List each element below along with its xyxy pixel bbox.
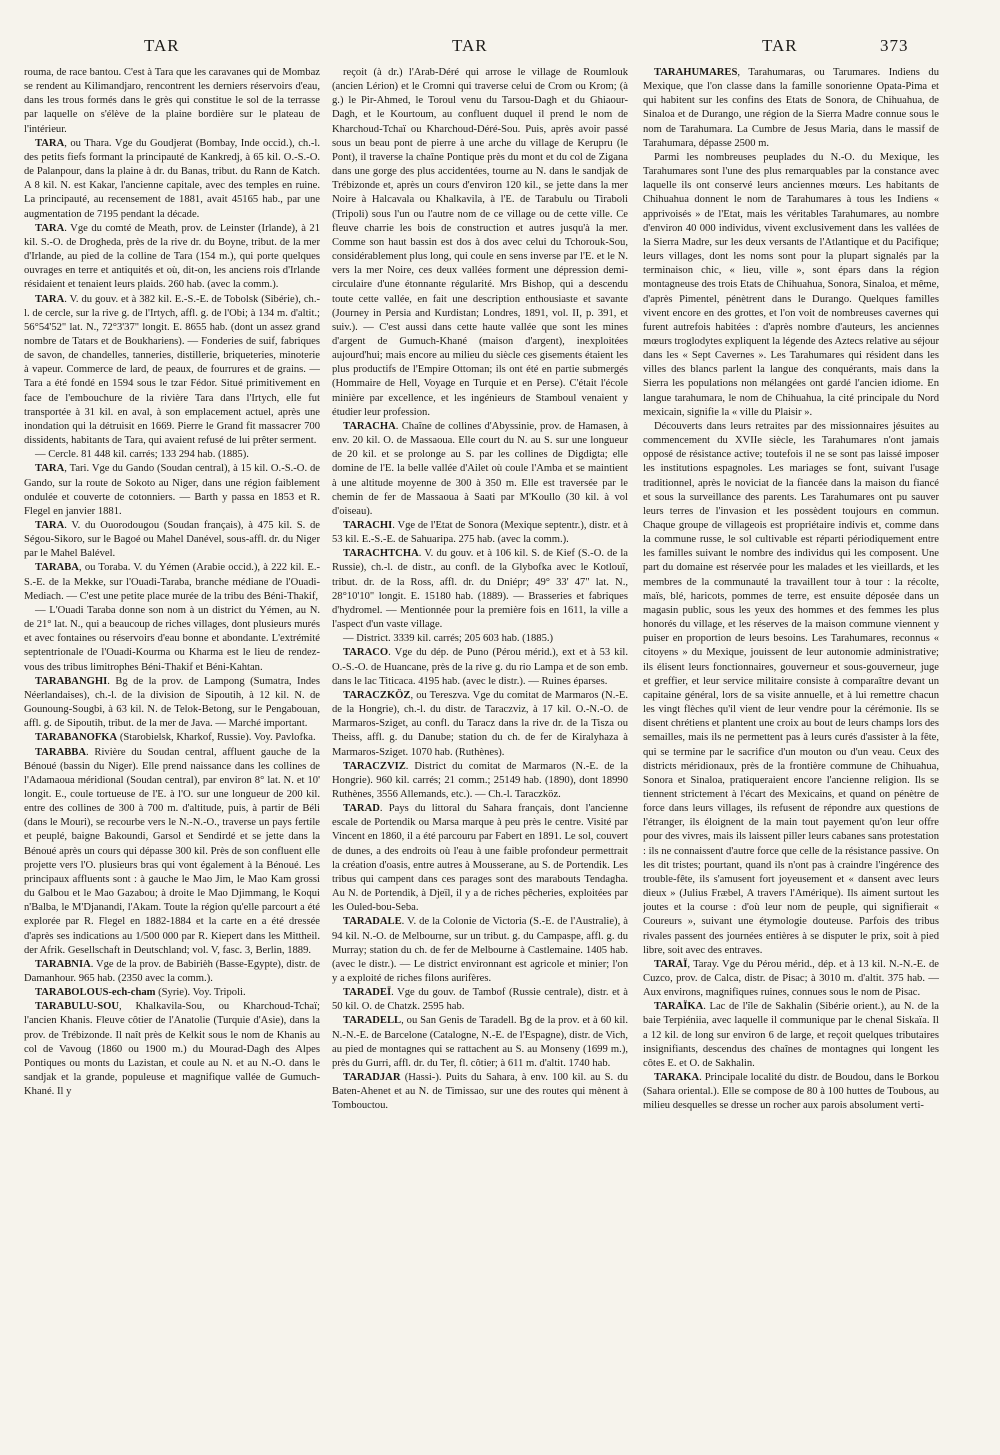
dictionary-entry bbox=[24, 675, 320, 732]
entry-headword: TARAKA bbox=[654, 1072, 700, 1084]
entry-headword: TARA bbox=[35, 463, 65, 475]
entry-text: (Syrie). Voy. Tripoli. bbox=[155, 987, 246, 999]
entry-continuation bbox=[24, 448, 320, 462]
entry-headword: TARADJAR bbox=[343, 1072, 401, 1084]
entry-headword: TARA bbox=[35, 137, 65, 149]
header-left-guideword: TAR bbox=[144, 36, 180, 55]
entry-text: rouma, de race bantou. C'est à Tara que les caravanes qui de Mombaz se rendent au Kilimandjaro, rencontrent les derniers réservoirs d'eau, dans les trous formés dans le grès qui constitue le sol de la terrasse par laquelle on s'élève de la plaine bordière sur le plateau de l'intérieur. bbox=[24, 67, 320, 135]
text-column-1 bbox=[24, 66, 320, 1356]
entry-text: , ou Thara. Vge du Goudjerat (Bombay, Inde occid.), ch.-l. des petits fiefs formant la principauté de Kankredj, à 65 kil. O.-S.-O. de Palanpour, dans la plaine à dr. du Banas, tribut. du Rann de Katch. A 8 kil. N. est Kakar, l'ancienne capitale, avec des temples en ruine. La principauté, au recensement de 1881, avait 45165 hab., par une augmentation de 7195 pendant la décade. bbox=[24, 137, 320, 220]
dictionary-entry bbox=[332, 802, 628, 915]
entry-text: . Bg de la prov. de Lampong (Sumatra, Indes Néerlandaises), ch.-l. de la division de Sipoutih, à 12 kil. N. de Gounoung-Sougbi, à 63 kil. N. de Telok-Betong, sur le Pengabouan, affl. g. de Sipoutih, tribut. de la mer de Java. — Marché important. bbox=[24, 675, 320, 730]
entry-text: . V. du gouv. et à 382 kil. E.-S.-E. de Tobolsk (Sibérie), ch.-l. de cercle, sur la rive g. de l'Irtych, affl. g. de l'Obi; à 134 m. d'altit.; 56°54'52" lat. N., 72°3'37" longit. E. 8655 hab. (dont un assez grand nombre de Tatars et de Boukhariens). — Fonderies de suif, fabriques de savon, de chandelles, tanneries, distillerie, briqueteries, minoterie à vapeur. Commerce de lard, de peaux, de fourrures et de grains. — Tara a été fondé en 1594 sous le tzar Fédor. Situé primitivement en face de l'embouchure de la rivière Tara dans l'Irtych, elle fut transportée à 31 kil. en aval, à son emplacement actuel, après une inondation qui la détruisit en 1669. Pierre le Grand fit massacrer 700 dissidents, habitants de Tara, qui avaient refusé de lui prêter serment. bbox=[24, 293, 320, 447]
dictionary-entry bbox=[24, 1000, 320, 1099]
dictionary-entry bbox=[24, 462, 320, 519]
dictionary-entry bbox=[332, 986, 628, 1014]
entry-continuation bbox=[332, 632, 628, 646]
entry-text: , Tarahumaras, ou Tarumares. Indiens du Mexique, que l'on classe dans la famille sonorienne Opata-Pima et qui habitent sur les confins des Etats de Sonora, de Chihuahua, de Sinaloa et de Durango, une région de la Sierra Madre connue sous le nom de Tarahumara. La Cumbre de Jesus Maria, dans le massif de Tarahumara, dépasse 2500 m. bbox=[643, 67, 939, 149]
entry-text: . Chaîne de collines d'Abyssinie, prov. de Hamasen, à env. 20 kil. O. de Massaoua. Elle court du N. au S. sur une longueur de 20 kil. et se prolonge au S. par les collines de Digdigta; elle domine de l'E. la belle vallée d'Ailet où coule l'Amba et se maintient à une altitude moyenne de 300 à 350 m. Elle est traversée par le chemin de fer de Massaoua à Saati par M'Koullo (30 kil. à vol d'oiseau). bbox=[332, 420, 628, 517]
dictionary-entry bbox=[24, 746, 320, 958]
dictionary-entry bbox=[643, 66, 939, 151]
entry-continuation bbox=[643, 420, 939, 958]
entry-headword: TARA bbox=[35, 520, 65, 531]
dictionary-entry bbox=[332, 689, 628, 760]
entry-text: . V. de la Colonie de Victoria (S.-E. de l'Australie), à 94 kil. N.-O. de Melbourne, sur un tribut. g. du Campaspe, affl. g. du Murray; station du ch. de fer de Melbourne à Castlemaine. 1405 hab. (avec le distr.). — Le district environnant est agricole et minier; l'on y a exploité de riches filons aurifères. bbox=[332, 916, 628, 984]
entry-headword: TARABNIA bbox=[35, 958, 91, 970]
entry-text: . Rivière du Soudan central, affluent gauche de la Bénoué (bassin du Niger). Elle prend naissance dans les collines de l'Adamaoua méridional (Soudan central), par environ 8° lat. N. et 10' longit. E., coule tortueuse de l'E. à l'O. sur une longueur de 200 kil. entre des collines de 300 à 700 m. d'altitude, puis, à partir de Béli (dans le Mouri), se recourbe vers le N.-N.-O., traverse un pays fertile et peuplé, baigne Bakoundi, Garsol et Sendirdé et se jette dans la Bénoué après un cours qui dépasse 300 kil. Près de son confluent elle projette vers l'O. plusieurs bras qui vont également à la Bénoué. Les principaux affluents sont : à gauche le Mao Jim, le Mao Kam grossi du Galbou et le Mao Gazabou; à droite le Mao Djimmang, le Koqui n'Balba, le M'Djanandi, l'Akam. Toute la région qu'elle parcourt a été explorée par R. Flegel en 1882-1884 et la carte en a été dressée d'après ses indications au 1/500 000 par R. Kiepert dans les Mittheil. der Afrik. Gesellschaft in Deutschland; vol. V, fasc. 3, Berlin, 1889. bbox=[24, 746, 320, 956]
entry-text: . Pays du littoral du Sahara français, dont l'ancienne escale de Portendik ou Marsa marque à peu près le centre. Visité par Vincent en 1860, il a été parcouru par Fabert en 1891. Le sol, couvert de dunes, a des endroits où l'eau à une faible profondeur permettrait la création d'oasis, entre autres à Mousserane, au S. de Portendik. Les tribus qui campent dans ces parages sont des marabouts Tendagha. Au N. de Portendik, à Djeïl, il y a de riches pêcheries, exploitées par les Ouled-bou-Seba. bbox=[332, 803, 628, 914]
entry-text: — Cercle. 81 448 kil. carrés; 133 294 hab. (1885). bbox=[35, 449, 249, 461]
entry-headword: TARAÏ bbox=[654, 958, 688, 970]
entry-continuation bbox=[24, 604, 320, 675]
running-header bbox=[0, 36, 1000, 60]
entry-headword: TARACO bbox=[343, 647, 389, 659]
dictionary-entry bbox=[332, 519, 628, 547]
dictionary-entry bbox=[24, 561, 320, 603]
entry-text: . V. du gouv. et à 106 kil. S. de Kief (S.-O. de la Russie), ch.-l. de distr., au confl. de la Glybofka avec le Kotlouï, tribut. dr. de la Ross, affl. dr. du Dniépr; 49° 33' 47" lat. N., 28°10'10" longit. E. 15180 hab. (1889). — Brasseries et fabriques d'hydromel. — Mentionnée pour la première fois en 1611, la ville a l'aspect d'un vaste village. bbox=[332, 548, 628, 631]
entry-text: . Vge du dép. de Puno (Pérou mérid.), ext et à 53 kil. O.-S.-O. de Huancane, près de la rive g. du rio Lampa et de son emb. dans le lac Titicaca. 4195 hab. (avec le distr.). — Ruines éparses. bbox=[332, 647, 628, 687]
entry-text: . Vge du gouv. de Tambof (Russie centrale), distr. et à 50 kil. O. de Chatzk. 2595 hab. bbox=[332, 987, 628, 1013]
dictionary-entry bbox=[24, 293, 320, 449]
entry-text: (Starobielsk, Kharkof, Russie). Voy. Pavlofka. bbox=[117, 732, 316, 744]
entry-headword: TARAÏKA bbox=[654, 1001, 704, 1013]
entry-continuation bbox=[24, 66, 320, 137]
entry-headword: TARAHUMARES bbox=[654, 67, 738, 78]
entry-headword: TARACHI bbox=[343, 520, 393, 531]
dictionary-entry bbox=[332, 420, 628, 519]
entry-text: . Vge de l'Etat de Sonora (Mexique septentr.), distr. et à 53 kil. E.-S.-E. de Sahuaripa. 275 hab. (avec la comm.). bbox=[332, 520, 628, 546]
entry-headword: TARABOLOUS-ech-cham bbox=[35, 987, 156, 999]
dictionary-entry bbox=[24, 958, 320, 986]
entry-text: reçoit (à dr.) l'Arab-Déré qui arrose le village de Roumlouk (ancien Lérion) et le Cromni qui traverse celui de Crom ou Krom; (à g.) le Pir-Ahmed, le Toroul venu du Tarsou-Dagh et du Ghiaour-Dagh, et le Kourtoum, au confluent duquel il prend le nom de Kharchoud-Tchaï ou Kharchoud-Déré-Sou. Puis, après avoir passé sous un beau pont de pierre à une arche du village de Kerupru (le Pont), il traverse la chaîne Pontique près du mont et du col de Zigana dans une gorge des plus accidentées, tourne au N. dans le sandjak de Trébizonde et, après un cours d'environ 120 kil., se jette dans la mer Noire à Halcavala ou Khalkavila, à l'E. de Tarabulu ou Tiraboli (Tripoli) sous l'un ou l'autre nom de ce village ou de cette ville. Ce fleuve charrie les bois de construction et autres jusqu'à la mer. Comme son haut bassin est dos à dos avec celui du Tchorouk-Sou, considérablement plus long, qui coule en sens inverse par l'E. et le N. vers la mer Noire, ces deux vallées forment une dépression demi-circulaire d'une étonnante régularité. Mrs Bishop, qui a descendu toute cette vallée, en fait une description enthousiaste et savante (Journey in Persia and Kurdistan; Londres, 1891, vol. II, p. 391, et suiv.). — C'est aussi dans cette haute vallée que sont les mines d'argent de Gumuch-Khané (maison d'argent), inexploitées aujourd'hui; mais encore au milieu du siècle ces gisements étaient les plus productifs de l'Empire Ottoman; ils ont été en partie submergés (Hommaire de Hell, Voyage en Turquie et en Perse). C'était l'école minière par excellence, et les ingénieurs de Stamboul venaient y étudier leur profession. bbox=[332, 67, 628, 418]
dictionary-entry bbox=[24, 137, 320, 222]
entry-text: . Vge du comté de Meath, prov. de Leinster (Irlande), à 21 kil. S.-O. de Drogheda, près de la rive dr. du Boyne, tribut. de la mer d'Irlande, au pied de la colline de Tara (154 m.), qui porte quelques ouvrages en terre et antiquités et où, dit-on, les anciens rois d'Irlande résidaient et tenaient leurs plaids. 260 hab. (avec la comm.). bbox=[24, 222, 320, 291]
entry-headword: TARACZVIZ bbox=[343, 760, 406, 772]
dictionary-entry bbox=[643, 1000, 939, 1071]
entry-text: (Hassi-). Puits du Sahara, à env. 100 kil. au S. du Baten-Ahenet et au N. de Timissao, sur une des routes qui mènent à Tombouctou. bbox=[332, 1072, 628, 1112]
entry-text: , Tari. Vge du Gando (Soudan central), à 15 kil. O.-S.-O. de Gando, sur la route de Sokoto au Niger, dans une région faiblement ondulée et couverte de cotonniers. — Barth y passa en 1853 et R. Flegel en janvier 1881. bbox=[24, 463, 320, 517]
entry-text: , Khalkavila-Sou, ou Kharchoud-Tchaï; l'ancien Khanis. Fleuve côtier de l'Anatolie (Turquie d'Asie), dans la prov. de Trébizonde. Il naît près de Kelkit sous le nom de Khanis au col de Vavoug (1860 ou 1900 m.) du Mourad-Dagh des Alpes Pontiques ou monts du Lazistan, et coule au N. et au N.-O. dans le sandjak et la grande, populeuse et magnifique vallée de Gumuch-Khané. Il y bbox=[24, 1001, 320, 1098]
entry-headword: TARABBA bbox=[35, 746, 87, 758]
entry-text: . Vge de la prov. de Babirièh (Basse-Egypte), distr. de Damanhour. 965 hab. (2350 avec la comm.). bbox=[24, 958, 320, 984]
entry-text: , ou Toraba. V. du Yémen (Arabie occid.), à 222 kil. E.-S.-E. de la Mekke, sur l'Ouadi-Taraba, branche médiane de l'Ouadi-Mediach. — C'est une petite place murée de la tribu des Béni-Thakif, bbox=[24, 562, 320, 602]
entry-headword: TARACHTCHA bbox=[343, 548, 419, 560]
entry-text: . Principale localité du distr. de Boudou, dans le Borkou (Sahara oriental.). Elle se compose de 80 à 100 huttes de Toubous, au milieu desquelles se dresse un rocher aux parois absolument verti- bbox=[643, 1072, 939, 1112]
text-column-2 bbox=[332, 66, 628, 1356]
dictionary-entry bbox=[24, 519, 320, 561]
entry-text: . V. du Ouorodougou (Soudan français), à 475 kil. S. de Ségou-Sikoro, sur le Bagoé ou Mahel Danével, sous-affl. dr. du Niger par le Mahel Balével. bbox=[24, 520, 320, 560]
header-right-guideword: TAR bbox=[762, 36, 798, 55]
entry-headword: TARADELL bbox=[343, 1015, 402, 1027]
entry-headword: TARACHA bbox=[343, 420, 396, 432]
entry-text: , ou Tereszva. Vge du comitat de Marmaros (N.-E. de la Hongrie), ch.-l. du distr. de Taraczviz, à 17 kil. O.-N.-O. de Marmaros-Sziget, au confl. du Taracz dans la rive dr. de la Tisza ou Theiss, affl. g. du Danube; station du ch. de fer de Kiralyhaza à Marmaros-Sziget. 1070 hab. (Ruthènes). bbox=[332, 689, 628, 758]
dictionary-entry bbox=[332, 915, 628, 986]
entry-text: . Lac de l'île de Sakhalin (Sibérie orient.), au N. de la baie Terpiéniia, avec laquelle il communique par le chenal Siskaïa. Il a 12 kil. de long sur environ 6 de large, et reçoit quelques tributaires insignifiants, descendus des chaînes de montagnes qui longent les côtes E. et O. de Sakhalin. bbox=[643, 1001, 939, 1069]
dictionary-entry bbox=[332, 1014, 628, 1071]
entry-headword: TARADEÏ bbox=[343, 987, 392, 999]
entry-headword: TARAD bbox=[343, 803, 380, 815]
entry-continuation bbox=[332, 66, 628, 420]
entry-headword: TARABANGHI bbox=[35, 675, 108, 687]
entry-text: — District. 3339 kil. carrés; 205 603 hab. (1885.) bbox=[343, 633, 554, 645]
dictionary-entry bbox=[24, 986, 320, 1000]
entry-text: , ou San Genis de Taradell. Bg de la prov. et à 60 kil. N.-N.-E. de Barcelone (Catalogne, N.-E. de l'Espagne), distr. de Vich, au pied de montagnes qui se rattachent au S. au Monseny (1699 m.), près du Gurri, affl. dr. du Ter, fl. côtier; à 611 m. d'altit. 1740 hab. bbox=[332, 1015, 628, 1069]
entry-text: — L'Ouadi Taraba donne son nom à un district du Yémen, au N. de 21° lat. N., qui a beaucoup de riches villages, dont plusieurs murés et avec fontaines ou réservoirs d'eau bonne et abondante. L'extrémité septentrionale de l'Ouadi-Kourma ou Kharma est le lieu de rendez-vous des tribus limitrophes Béni-Thakif et Béni-Kahtan. bbox=[24, 604, 320, 673]
dictionary-entry bbox=[332, 646, 628, 688]
entry-headword: TARADALE bbox=[343, 916, 402, 928]
header-center-guideword: TAR bbox=[452, 36, 488, 55]
entry-headword: TARABULU-SOU bbox=[35, 1001, 119, 1013]
entry-continuation bbox=[643, 151, 939, 420]
entry-text: . District du comitat de Marmaros (N.-E. de la Hongrie). 960 kil. carrés; 21 comm.; 25149 hab. (1890), dont 18990 Ruthènes, 3556 Allemands, etc.). — Ch.-l. Taraczköz. bbox=[332, 760, 628, 800]
text-column-3 bbox=[643, 66, 939, 1356]
dictionary-entry bbox=[643, 958, 939, 1000]
entry-text: Parmi les nombreuses peuplades du N.-O. du Mexique, les Tarahumares sont l'une des plus remarquables par la constance avec laquelle ils ont conservé leurs anciennes mœurs. Les habitants de Chihuahua donnent le nom de Tarahumares à tous les Indiens « apprivoisés » de l'Etat, mais les véritables Tarahumares, au nombre d'environ 40 000 individus, vivent exclusivement dans les vallées de la Sierra Madre, sur les deux versants de l'Atlantique et du Pacifique; leurs villages, dont les noms sont pour la plupart signalés par la terminaison chic, « lieu, ville », sont épars dans la région montagneuse des trois Etats de Chihuahua, Sonora, Sinaloa, et même, d'après Pimentel, pénètrent dans le Durango. Quelques familles vivent encore en des grottes, et l'on voit de nombreuses cavernes qui furent autrefois habitées : d'après nombre d'auteurs, les anciennes mœurs troglodytes expliquent la légende des Aztecs relative au séjour dans les « Sept Cavernes ». Les Tarahumares qui résident dans les villes des blancs parlent la langue des conquérants, mais dans la Sierra les populations non mélangées ont gardé l'ancien idiome. En langue tarahumara, le nom de Chihuahua, la cité principale du Nord mexicain, signifie la « ville du Plaisir ». bbox=[643, 151, 939, 418]
page-number: 373 bbox=[880, 36, 909, 55]
entry-headword: TARACZKÖZ bbox=[343, 689, 411, 701]
entry-headword: TARABANOFKA bbox=[35, 732, 118, 744]
dictionary-entry bbox=[332, 1071, 628, 1113]
entry-headword: TARABA bbox=[35, 562, 79, 574]
entry-text: Découverts dans leurs retraites par des missionnaires jésuites au commencement du XVIIe siècle, les Tarahumares n'ont jamais opposé de résistance active; toutefois il ne se sont pas laissé imposer les institutions espagnoles. Les mariages se font, suivant l'usage traditionnel, après le noviciat de la fiancée dans la maison du fiancé et sous la surveillance des parents. Les Tarahumares ont pu sauver leurs terres de l'invasion et les possèdent toujours en commun. Chaque groupe de villageois est propriétaire indivis et, comme dans la commune russe, le sol cultivable est réparti périodiquement entre les familles suivant le nombre des individus qui les composent. Une part du domaine est réservée pour les malades et les vieillards, et les membres de la communauté la travaillent tour à tour : la récolte, maïs, blé, haricots, pommes de terre, est ensuite déposée dans un magasin public, sous les yeux des hommes et des femmes les plus honorés du village, et les réserves de la maison commune viennent y puiser en proportion de leurs besoins. Les Tarahumares, reconnus « citoyens » du Mexique, jouissent de leur autonomie administrative; ils élisent leurs fonctionnaires, gouverneur et sous-gouverneur, juge et greffier, et leur service militaire consiste à comparaître devant un capitaine général, lors de sa visite annuelle, et à lui remettre chacun les vingt flèches qu'il vient de leur vendre pour la cérémonie. Ils se disent chrétiens et plantent une croix au bout de leurs champs lors des semailles, mais ils ne permettent pas à leurs curés d'assister à la fête, qui se termine par le sacrifice d'un mouton ou d'un veau. Ceux des districts méridionaux, près de la frontière commune de Chihuahua, Sonora et Sinaloa, pratiqueraient encore l'ancienne religion. Ils se tiennent strictement à l'écart des Mexicains, et quand on pénètre de force dans leurs villages, ils refusent de répondre aux questions de l'étranger, ils éloignent de la main tout payement qu'on leur offre pour des vivres, mais ils laissent piller leurs cabanes sans protestation : ils ne connaissent d'autre force que celle de la résistance passive. On les dit tristes; pourtant, quand ils n'ont pas à craindre l'ingérence des trouble-fête, ils s'amusent fort joyeusement et « dansent avec leurs dieux » (Julius Fræbel, A travers l'Amérique). Ils aiment surtout les joutes et la course : d'où leur nom de peuple, qui signifierait « Coureurs », suivant une étymologie douteuse. Parfois des tribus rivales passent des journées entières à se disputer le prix, soit à pied libre, soit avec des entraves. bbox=[643, 420, 939, 956]
entry-text: , Taray. Vge du Pérou mérid., dép. et à 13 kil. N.-N.-E. de Cuzco, prov. de Calca, distr. de Pisac; à 3010 m. d'altit. 375 hab. — Aux environs, magnifiques ruines, connues sous le nom de Pisac. bbox=[643, 958, 939, 999]
dictionary-entry bbox=[24, 731, 320, 745]
entry-headword: TARA bbox=[35, 222, 65, 234]
dictionary-entry bbox=[24, 222, 320, 293]
dictionary-entry bbox=[332, 547, 628, 632]
dictionary-entry bbox=[332, 760, 628, 802]
entry-headword: TARA bbox=[35, 293, 65, 305]
dictionary-entry bbox=[643, 1071, 939, 1113]
